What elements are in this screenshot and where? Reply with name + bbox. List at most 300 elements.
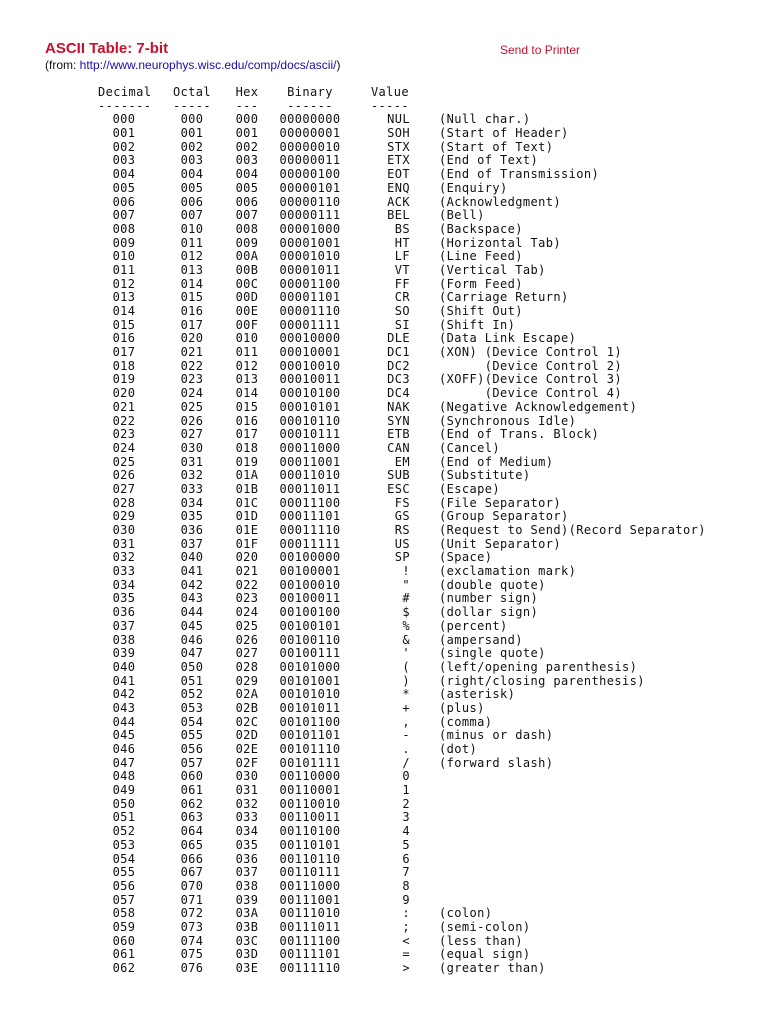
cell-hex: 03A bbox=[235, 906, 259, 921]
cell-hex: 00B bbox=[235, 262, 259, 277]
cell-octal: 017 bbox=[180, 317, 204, 332]
cell-description: (Acknowledgment) bbox=[439, 194, 561, 209]
cell-binary: 00011110 bbox=[279, 523, 341, 537]
table-row bbox=[0, 250, 768, 264]
cell-decimal: 024 bbox=[112, 440, 136, 455]
cell-value: $ bbox=[402, 605, 410, 620]
cell-decimal: 050 bbox=[112, 796, 136, 811]
cell-binary: 00011000 bbox=[279, 440, 341, 455]
cell-octal: 014 bbox=[180, 276, 204, 291]
cell-value: 1 bbox=[402, 783, 410, 798]
cell-binary: 00010000 bbox=[279, 331, 341, 346]
cell-binary: 00111010 bbox=[279, 906, 341, 921]
cell-octal: 065 bbox=[180, 837, 204, 852]
cell-decimal: 035 bbox=[112, 591, 136, 606]
cell-description: (Start of Text) bbox=[439, 139, 554, 154]
cell-octal: 046 bbox=[180, 632, 204, 647]
cell-octal: 030 bbox=[180, 440, 204, 455]
cell-octal: 002 bbox=[180, 139, 204, 154]
cell-hex: 006 bbox=[235, 194, 259, 209]
cell-hex: 02F bbox=[235, 755, 259, 770]
table-row bbox=[0, 387, 768, 401]
cell-decimal: 010 bbox=[112, 249, 136, 264]
cell-description: (Carriage Return) bbox=[439, 290, 569, 305]
cell-hex: 035 bbox=[235, 837, 259, 852]
cell-hex: 02C bbox=[235, 714, 259, 729]
cell-octal: 060 bbox=[180, 769, 204, 784]
page-title: ASCII Table: 7-bit bbox=[45, 40, 169, 57]
cell-value: CAN bbox=[387, 440, 410, 455]
cell-decimal: 039 bbox=[112, 646, 136, 661]
cell-decimal: 030 bbox=[112, 523, 136, 537]
cell-octal: 025 bbox=[180, 399, 204, 414]
cell-value: BEL bbox=[387, 208, 410, 223]
cell-value: 7 bbox=[402, 865, 410, 880]
cell-description: (Bell) bbox=[439, 208, 485, 223]
underline-binary: ------ bbox=[287, 98, 333, 113]
cell-binary: 00111101 bbox=[279, 947, 341, 962]
cell-value: 5 bbox=[402, 837, 410, 852]
table-row bbox=[0, 127, 768, 141]
cell-description: (Unit Separator) bbox=[439, 536, 561, 551]
cell-decimal: 014 bbox=[112, 304, 136, 318]
column-header-decimal: Decimal bbox=[98, 85, 152, 99]
cell-value: DC4 bbox=[387, 386, 410, 401]
cell-decimal: 062 bbox=[112, 961, 136, 975]
cell-octal: 036 bbox=[180, 523, 204, 537]
cell-description: (number sign) bbox=[439, 591, 539, 606]
cell-decimal: 037 bbox=[112, 618, 136, 633]
table-row bbox=[0, 839, 768, 853]
cell-value: 4 bbox=[402, 824, 410, 839]
cell-decimal: 027 bbox=[112, 481, 136, 496]
table-row bbox=[0, 483, 768, 497]
cell-description: (exclamation mark) bbox=[439, 564, 577, 579]
cell-octal: 037 bbox=[180, 536, 204, 551]
table-row bbox=[0, 811, 768, 825]
cell-octal: 043 bbox=[180, 591, 204, 606]
cell-decimal: 041 bbox=[112, 673, 136, 688]
cell-octal: 013 bbox=[180, 262, 204, 277]
cell-description: (semi-colon) bbox=[439, 919, 531, 934]
cell-description: (Null char.) bbox=[439, 112, 531, 127]
cell-value: ESC bbox=[387, 481, 410, 496]
cell-hex: 011 bbox=[235, 345, 259, 360]
cell-hex: 027 bbox=[235, 646, 259, 661]
cell-description: (equal sign) bbox=[439, 947, 531, 962]
cell-hex: 00F bbox=[235, 317, 259, 332]
cell-value: ETB bbox=[387, 427, 410, 442]
cell-octal: 070 bbox=[180, 878, 204, 893]
cell-hex: 026 bbox=[235, 632, 259, 647]
cell-description: (XOFF)(Device Control 3) bbox=[439, 372, 622, 387]
cell-hex: 01A bbox=[235, 468, 259, 483]
cell-octal: 075 bbox=[180, 947, 204, 962]
cell-hex: 02A bbox=[235, 687, 259, 702]
cell-value: 0 bbox=[402, 769, 410, 784]
table-row bbox=[0, 948, 768, 962]
cell-value: GS bbox=[394, 509, 410, 524]
table-row bbox=[0, 921, 768, 935]
cell-value: DLE bbox=[387, 331, 410, 346]
cell-description: (Data Link Escape) bbox=[439, 331, 577, 346]
cell-hex: 025 bbox=[235, 618, 259, 633]
cell-binary: 00110110 bbox=[279, 851, 341, 866]
cell-hex: 00D bbox=[235, 290, 259, 305]
table-row bbox=[0, 497, 768, 511]
cell-binary: 00001010 bbox=[279, 249, 341, 264]
cell-description: (comma) bbox=[439, 714, 493, 729]
cell-octal: 054 bbox=[180, 714, 204, 729]
cell-decimal: 000 bbox=[112, 112, 136, 127]
cell-value: ' bbox=[402, 646, 410, 661]
table-row bbox=[0, 784, 768, 798]
cell-description: (asterisk) bbox=[439, 687, 516, 702]
cell-binary: 00001111 bbox=[279, 317, 341, 332]
cell-binary: 00110010 bbox=[279, 796, 341, 811]
cell-decimal: 022 bbox=[112, 413, 136, 428]
cell-hex: 000 bbox=[235, 112, 259, 127]
cell-decimal: 036 bbox=[112, 605, 136, 620]
cell-value: LF bbox=[394, 249, 410, 264]
cell-value: ENQ bbox=[387, 180, 410, 195]
cell-value: ! bbox=[402, 564, 410, 579]
cell-value: EOT bbox=[387, 167, 410, 182]
cell-hex: 022 bbox=[235, 577, 259, 592]
table-row bbox=[0, 866, 768, 880]
cell-hex: 01F bbox=[235, 536, 259, 551]
cell-decimal: 049 bbox=[112, 783, 136, 798]
cell-hex: 018 bbox=[235, 440, 259, 455]
cell-octal: 003 bbox=[180, 153, 204, 168]
cell-value: 8 bbox=[402, 878, 410, 893]
cell-binary: 00101111 bbox=[279, 755, 341, 770]
table-row bbox=[0, 853, 768, 867]
cell-value: DC2 bbox=[387, 358, 410, 373]
cell-binary: 00001101 bbox=[279, 290, 341, 305]
cell-hex: 029 bbox=[235, 673, 259, 688]
cell-octal: 071 bbox=[180, 892, 204, 907]
cell-value: FF bbox=[394, 276, 410, 291]
cell-value: SP bbox=[394, 550, 410, 565]
cell-binary: 00110001 bbox=[279, 783, 341, 798]
source-prefix: (from: bbox=[45, 58, 80, 72]
cell-description: (Request to Send)(Record Separator) bbox=[439, 523, 706, 537]
table-header-underline bbox=[0, 100, 768, 114]
cell-hex: 01E bbox=[235, 523, 259, 537]
cell-octal: 001 bbox=[180, 126, 204, 141]
cell-octal: 055 bbox=[180, 728, 204, 743]
table-row bbox=[0, 469, 768, 483]
cell-value: ( bbox=[402, 659, 410, 674]
cell-value: VT bbox=[394, 262, 410, 277]
cell-binary: 00010110 bbox=[279, 413, 341, 428]
table-row bbox=[0, 113, 768, 127]
cell-decimal: 046 bbox=[112, 742, 136, 756]
cell-hex: 005 bbox=[235, 180, 259, 195]
cell-value: US bbox=[394, 536, 410, 551]
cell-binary: 00001000 bbox=[279, 221, 341, 236]
cell-hex: 008 bbox=[235, 221, 259, 236]
cell-octal: 061 bbox=[180, 783, 204, 798]
cell-value: = bbox=[402, 947, 410, 962]
cell-octal: 040 bbox=[180, 550, 204, 565]
cell-hex: 02E bbox=[235, 742, 259, 756]
cell-description: (Space) bbox=[439, 550, 493, 565]
cell-description: (Enquiry) bbox=[439, 180, 508, 195]
table-row bbox=[0, 415, 768, 429]
cell-hex: 00A bbox=[235, 249, 259, 264]
cell-decimal: 011 bbox=[112, 262, 136, 277]
cell-description: (End of Text) bbox=[439, 153, 539, 168]
cell-octal: 057 bbox=[180, 755, 204, 770]
cell-octal: 042 bbox=[180, 577, 204, 592]
cell-hex: 024 bbox=[235, 605, 259, 620]
cell-binary: 00010111 bbox=[279, 427, 341, 442]
cell-hex: 001 bbox=[235, 126, 259, 141]
cell-decimal: 032 bbox=[112, 550, 136, 565]
table-row bbox=[0, 907, 768, 921]
cell-octal: 012 bbox=[180, 249, 204, 264]
cell-binary: 00111000 bbox=[279, 878, 341, 893]
cell-binary: 00000110 bbox=[279, 194, 341, 209]
cell-binary: 00001011 bbox=[279, 262, 341, 277]
cell-binary: 00000010 bbox=[279, 139, 341, 154]
table-row bbox=[0, 551, 768, 565]
cell-octal: 023 bbox=[180, 372, 204, 387]
cell-binary: 00101000 bbox=[279, 659, 341, 674]
cell-binary: 00111100 bbox=[279, 933, 341, 948]
table-row bbox=[0, 360, 768, 374]
cell-value: DC3 bbox=[387, 372, 410, 387]
cell-octal: 005 bbox=[180, 180, 204, 195]
cell-binary: 00100100 bbox=[279, 605, 341, 620]
cell-hex: 032 bbox=[235, 796, 259, 811]
table-row bbox=[0, 702, 768, 716]
cell-hex: 01B bbox=[235, 481, 259, 496]
cell-hex: 002 bbox=[235, 139, 259, 154]
cell-value: 2 bbox=[402, 796, 410, 811]
cell-hex: 017 bbox=[235, 427, 259, 442]
cell-value: * bbox=[402, 687, 410, 702]
cell-description: (File Separator) bbox=[439, 495, 561, 510]
cell-hex: 01C bbox=[235, 495, 259, 510]
table-row bbox=[0, 565, 768, 579]
cell-decimal: 042 bbox=[112, 687, 136, 702]
cell-value: SYN bbox=[387, 413, 410, 428]
cell-value: & bbox=[402, 632, 410, 647]
table-row bbox=[0, 634, 768, 648]
cell-value: # bbox=[402, 591, 410, 606]
cell-hex: 016 bbox=[235, 413, 259, 428]
cell-binary: 00100001 bbox=[279, 564, 341, 579]
table-row bbox=[0, 757, 768, 771]
cell-octal: 050 bbox=[180, 659, 204, 674]
cell-decimal: 015 bbox=[112, 317, 136, 332]
underline-octal: ----- bbox=[172, 98, 212, 113]
cell-binary: 00011111 bbox=[279, 536, 341, 551]
cell-hex: 015 bbox=[235, 399, 259, 414]
cell-description: (Group Separator) bbox=[439, 509, 569, 524]
cell-value: . bbox=[402, 742, 410, 756]
cell-value: FS bbox=[394, 495, 410, 510]
cell-decimal: 056 bbox=[112, 878, 136, 893]
cell-value: SOH bbox=[387, 126, 410, 141]
cell-octal: 007 bbox=[180, 208, 204, 223]
cell-binary: 00111011 bbox=[279, 919, 341, 934]
table-row bbox=[0, 524, 768, 538]
cell-decimal: 052 bbox=[112, 824, 136, 839]
source-url-link[interactable]: http://www.neurophys.wisc.edu/comp/docs/ascii/ bbox=[79, 58, 337, 72]
cell-binary: 00000001 bbox=[279, 126, 341, 141]
underline-decimal: ------- bbox=[98, 98, 152, 113]
cell-decimal: 007 bbox=[112, 208, 136, 223]
cell-description: (Horizontal Tab) bbox=[439, 235, 561, 250]
cell-binary: 00000011 bbox=[279, 153, 341, 168]
cell-decimal: 009 bbox=[112, 235, 136, 250]
cell-description: (ampersand) bbox=[439, 632, 523, 647]
source-line bbox=[45, 58, 340, 72]
table-row bbox=[0, 729, 768, 743]
column-header-octal: Octal bbox=[172, 85, 212, 99]
cell-octal: 035 bbox=[180, 509, 204, 524]
cell-hex: 020 bbox=[235, 550, 259, 565]
cell-description: (Synchronous Idle) bbox=[439, 413, 577, 428]
cell-hex: 031 bbox=[235, 783, 259, 798]
cell-binary: 00101100 bbox=[279, 714, 341, 729]
table-row bbox=[0, 401, 768, 415]
cell-decimal: 025 bbox=[112, 454, 136, 469]
send-to-printer-link[interactable]: Send to Printer bbox=[500, 43, 581, 57]
table-row bbox=[0, 141, 768, 155]
cell-decimal: 038 bbox=[112, 632, 136, 647]
cell-binary: 00111110 bbox=[279, 961, 341, 975]
cell-hex: 004 bbox=[235, 167, 259, 182]
table-row bbox=[0, 675, 768, 689]
cell-value: ) bbox=[402, 673, 410, 688]
cell-decimal: 021 bbox=[112, 399, 136, 414]
cell-hex: 03B bbox=[235, 919, 259, 934]
cell-value: DC1 bbox=[387, 345, 410, 360]
cell-value: - bbox=[402, 728, 410, 743]
cell-decimal: 043 bbox=[112, 700, 136, 715]
cell-octal: 016 bbox=[180, 304, 204, 318]
cell-description: (forward slash) bbox=[439, 755, 554, 770]
table-row bbox=[0, 894, 768, 908]
cell-value: ETX bbox=[387, 153, 410, 168]
cell-octal: 011 bbox=[180, 235, 204, 250]
cell-binary: 00100110 bbox=[279, 632, 341, 647]
table-row bbox=[0, 209, 768, 223]
cell-binary: 00010101 bbox=[279, 399, 341, 414]
table-row bbox=[0, 291, 768, 305]
cell-value: < bbox=[402, 933, 410, 948]
cell-description: (colon) bbox=[439, 906, 493, 921]
cell-description: (Vertical Tab) bbox=[439, 262, 546, 277]
cell-decimal: 029 bbox=[112, 509, 136, 524]
cell-decimal: 061 bbox=[112, 947, 136, 962]
cell-description: (Escape) bbox=[439, 481, 500, 496]
table-row bbox=[0, 880, 768, 894]
cell-value: 6 bbox=[402, 851, 410, 866]
cell-decimal: 044 bbox=[112, 714, 136, 729]
cell-decimal: 059 bbox=[112, 919, 136, 934]
cell-octal: 044 bbox=[180, 605, 204, 620]
cell-decimal: 023 bbox=[112, 427, 136, 442]
cell-decimal: 019 bbox=[112, 372, 136, 387]
table-row bbox=[0, 743, 768, 757]
cell-decimal: 020 bbox=[112, 386, 136, 401]
cell-decimal: 057 bbox=[112, 892, 136, 907]
cell-value: SUB bbox=[387, 468, 410, 483]
cell-decimal: 003 bbox=[112, 153, 136, 168]
cell-description: (greater than) bbox=[439, 961, 546, 975]
cell-binary: 00110000 bbox=[279, 769, 341, 784]
cell-value: > bbox=[402, 961, 410, 975]
cell-decimal: 005 bbox=[112, 180, 136, 195]
cell-octal: 051 bbox=[180, 673, 204, 688]
cell-binary: 00011101 bbox=[279, 509, 341, 524]
cell-decimal: 040 bbox=[112, 659, 136, 674]
table-row bbox=[0, 346, 768, 360]
table-row bbox=[0, 264, 768, 278]
cell-value: ACK bbox=[387, 194, 410, 209]
cell-hex: 028 bbox=[235, 659, 259, 674]
cell-description: (End of Medium) bbox=[439, 454, 554, 469]
cell-description: (Shift Out) bbox=[439, 304, 523, 318]
cell-octal: 022 bbox=[180, 358, 204, 373]
cell-description: (Shift In) bbox=[439, 317, 516, 332]
cell-binary: 00000101 bbox=[279, 180, 341, 195]
cell-value: 3 bbox=[402, 810, 410, 825]
cell-binary: 00010100 bbox=[279, 386, 341, 401]
cell-hex: 01D bbox=[235, 509, 259, 524]
cell-decimal: 045 bbox=[112, 728, 136, 743]
cell-octal: 073 bbox=[180, 919, 204, 934]
cell-description: (End of Transmission) bbox=[439, 167, 600, 182]
cell-hex: 03E bbox=[235, 961, 259, 975]
cell-octal: 053 bbox=[180, 700, 204, 715]
cell-description: (plus) bbox=[439, 700, 485, 715]
cell-octal: 067 bbox=[180, 865, 204, 880]
cell-decimal: 013 bbox=[112, 290, 136, 305]
table-row bbox=[0, 237, 768, 251]
cell-decimal: 016 bbox=[112, 331, 136, 346]
table-row bbox=[0, 442, 768, 456]
cell-decimal: 054 bbox=[112, 851, 136, 866]
cell-hex: 02B bbox=[235, 700, 259, 715]
cell-octal: 066 bbox=[180, 851, 204, 866]
cell-octal: 047 bbox=[180, 646, 204, 661]
table-row bbox=[0, 770, 768, 784]
cell-hex: 023 bbox=[235, 591, 259, 606]
cell-decimal: 031 bbox=[112, 536, 136, 551]
cell-hex: 013 bbox=[235, 372, 259, 387]
cell-description: (Substitute) bbox=[439, 468, 531, 483]
cell-value: HT bbox=[394, 235, 410, 250]
cell-octal: 076 bbox=[180, 961, 204, 975]
cell-value: CR bbox=[394, 290, 410, 305]
cell-octal: 074 bbox=[180, 933, 204, 948]
ascii-table bbox=[0, 86, 768, 976]
underline-hex: --- bbox=[235, 98, 259, 113]
cell-decimal: 006 bbox=[112, 194, 136, 209]
table-row bbox=[0, 305, 768, 319]
cell-decimal: 053 bbox=[112, 837, 136, 852]
cell-binary: 00110101 bbox=[279, 837, 341, 852]
table-row bbox=[0, 716, 768, 730]
cell-description: (XON) (Device Control 1) bbox=[439, 345, 622, 360]
